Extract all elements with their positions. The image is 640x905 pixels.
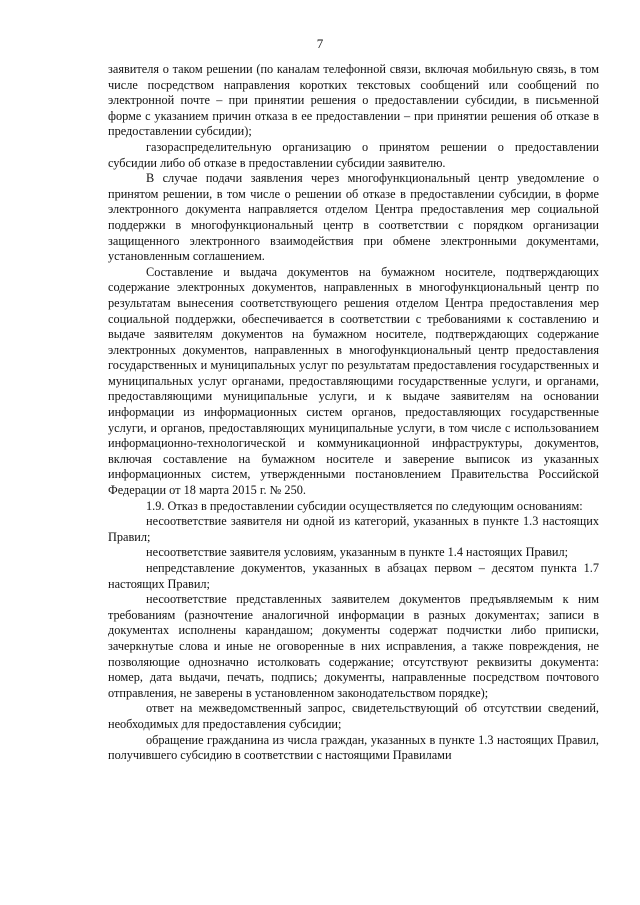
page-number: 7 <box>316 36 324 51</box>
paragraph-2: газораспределительную организацию о принятом решении о предоставлении субсидии либо об отказе в предоставлении субсидии заявителю. <box>108 139 599 170</box>
paragraph-6: несоответствие заявителя ни одной из категорий, указанных в пункте 1.3 настоящих Правил; <box>108 514 599 544</box>
paragraph-9: несоответствие представленных заявителем документов предъявляемым к ним требованиям (разночтение аналогичной информации в разных документах; записи в документах исполнены карандашом; документы содержат подчистки либо приписки, зачеркнутые слова и иные не оговоренные в них исправления, а также повреждения, не позволяющие однозначно истолковать содержание; отсутствуют реквизиты документа: номер, дата выдачи, печать, подпись; документы, направленные посредством почтового отправления, не заверены в установленном законодательством порядке); <box>108 592 599 700</box>
paragraph-10: ответ на межведомственный запрос, свидетельствующий об отсутствии сведений, необходимых для предоставления субсидии; <box>108 701 599 731</box>
paragraph-1: заявителя о таком решении (по каналам телефонной связи, включая мобильную связь, в том числе посредством направления коротких текстовых сообщений или сообщений по электронной почте – при принятии решения о предоставлении субсидии, в письменной форме с указанием причин отказа в ее предоставлении – при принятии решения об отказе в предоставлении субсидии); <box>108 62 599 139</box>
paragraph-8: непредставление документов, указанных в абзацах первом – десятом пункта 1.7 настоящих Правил; <box>108 561 599 591</box>
paragraph-4: Составление и выдача документов на бумажном носителе, подтверждающих содержание электронных документов, направленных в многофункциональный центр по результатам вынесения соответствующего решения отделом Центра предоставления мер социальной поддержки, обеспечивается в соответствии с требованиями к составлению и выдаче заявителям документов на бумажном носителе, подтверждающих содержание электронных документов, направленных в многофункциональный центр предоставления государственных и муниципальных услуг по результатам предоставления государственных и муниципальных услуг органами, предоставляющими государственные услуги, и органами, предоставляющими муниципальные услуги, и к выдаче заявителям на основании информации из информационных систем органов, предоставляющих государственные услуги, и органов, предоставляющих муниципальные услуги, в том числе с использованием информационно-технологической и коммуникационной инфраструктуры, документов, включая составление на бумажном носителе и заверение выписок из указанных информационных систем, утвержденными постановлением Правительства Российской Федерации от 18 марта 2015 г. № 250. <box>108 264 599 498</box>
paragraph-3: В случае подачи заявления через многофункциональный центр уведомление о принятом решении, в том числе о решении об отказе в предоставлении субсидии, в форме электронного документа направляется отделом Центра предоставления мер социальной поддержки в многофункциональный центр в соответствии с порядком организации защищенного электронного взаимодействия при обмене электронными документами, установленным соглашением. <box>108 171 599 264</box>
paragraph-11: обращение гражданина из числа граждан, указанных в пункте 1.3 настоящих Правил, получившего субсидию в соответствии с настоящими Правилами <box>108 732 599 763</box>
document-body <box>108 62 599 764</box>
paragraph-5: 1.9. Отказ в предоставлении субсидии осуществляется по следующим основаниям: <box>146 498 583 513</box>
paragraph-7: несоответствие заявителя условиям, указанным в пункте 1.4 настоящих Правил; <box>146 545 569 560</box>
